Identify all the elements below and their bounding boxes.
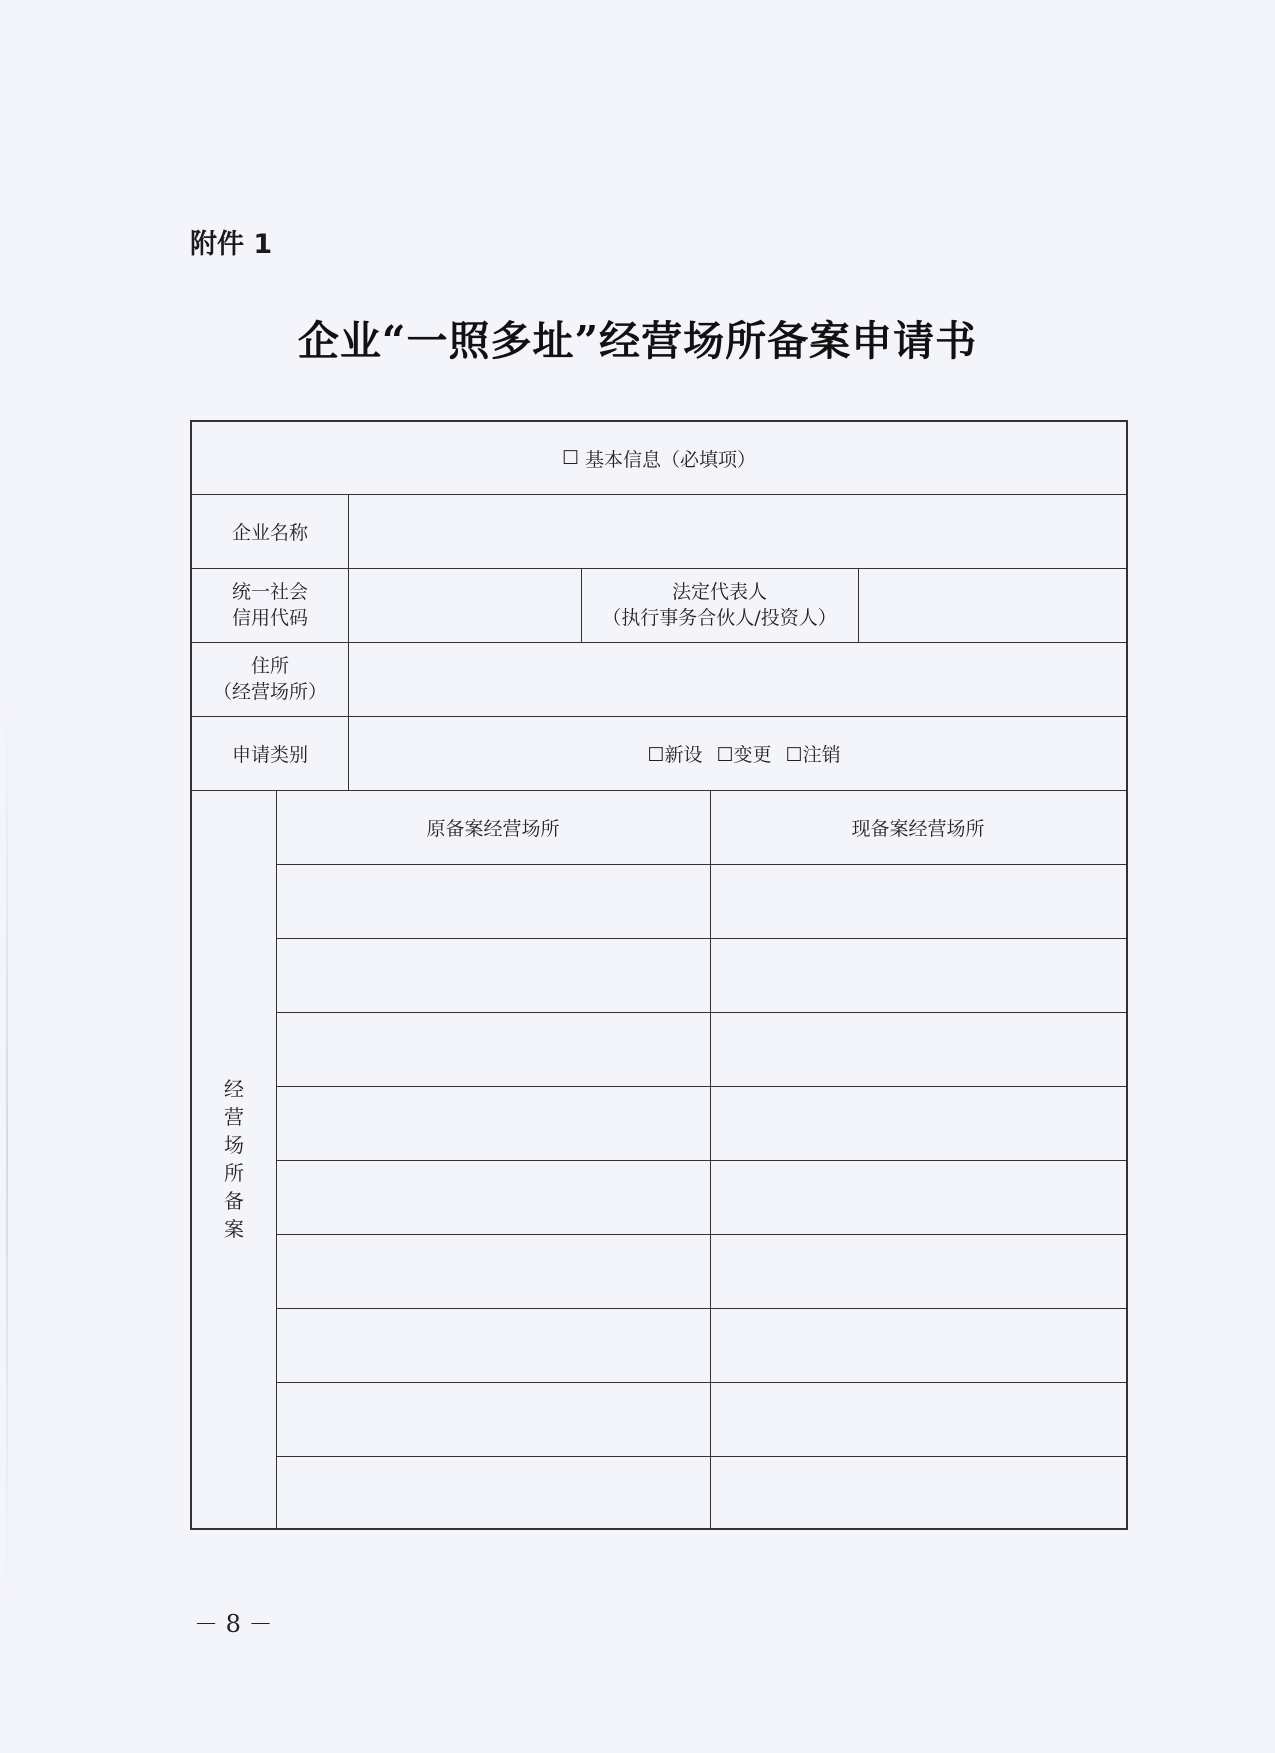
original-site-cell[interactable] <box>276 864 710 938</box>
company-name-label: 企业名称 <box>231 521 308 544</box>
original-site-cell[interactable] <box>276 1012 710 1086</box>
credit-code-label-line1: 统一社会 <box>231 581 308 603</box>
legal-rep-label-line1: 法定代表人 <box>671 581 767 603</box>
legal-rep-field[interactable] <box>858 568 1126 642</box>
checkbox-icon[interactable]: ☐ <box>716 743 734 766</box>
column-divider <box>348 494 349 790</box>
column-divider <box>858 568 859 642</box>
column-divider <box>581 568 582 642</box>
current-site-cell[interactable] <box>710 1234 1126 1308</box>
application-form-table <box>190 420 1128 1530</box>
scan-edge-shadow <box>6 700 8 1600</box>
apply-type-options <box>348 716 1126 790</box>
original-site-cell[interactable] <box>276 1160 710 1234</box>
filing-label-char: 场 <box>224 1133 244 1157</box>
address-field[interactable] <box>348 642 1126 716</box>
current-site-cell[interactable] <box>710 1086 1126 1160</box>
original-site-cell[interactable] <box>276 1234 710 1308</box>
original-site-cell[interactable] <box>276 1382 710 1456</box>
option-cancel-label: 注销 <box>802 743 841 766</box>
company-name-field[interactable] <box>348 494 1126 568</box>
filing-label-char: 营 <box>224 1105 244 1129</box>
current-site-cell[interactable] <box>710 1160 1126 1234</box>
current-site-cell[interactable] <box>710 938 1126 1012</box>
address-label <box>192 642 348 716</box>
filing-label-char: 案 <box>224 1217 244 1241</box>
basic-info-header <box>192 422 1126 494</box>
current-site-cell[interactable] <box>710 1456 1126 1528</box>
current-site-cell[interactable] <box>710 1308 1126 1382</box>
current-site-cell[interactable] <box>710 1382 1126 1456</box>
basic-info-label: 基本信息（必填项） <box>585 448 757 471</box>
option-cancel[interactable] <box>786 740 841 767</box>
address-label-line1: 住所 <box>250 655 289 677</box>
checkbox-icon[interactable]: ☐ <box>561 447 580 469</box>
option-change[interactable] <box>716 740 771 767</box>
filing-label-char: 备 <box>224 1189 244 1213</box>
page-number: － 8 － <box>194 1610 273 1638</box>
attachment-label: 附件 1 <box>190 229 273 260</box>
original-site-cell[interactable] <box>276 1456 710 1528</box>
checkbox-icon[interactable]: ☐ <box>785 743 803 766</box>
apply-type-label: 申请类别 <box>231 743 308 766</box>
legal-rep-label <box>581 568 858 642</box>
filing-section-label <box>192 790 276 1528</box>
original-site-header: 原备案经营场所 <box>426 817 560 840</box>
original-site-cell[interactable] <box>276 938 710 1012</box>
current-site-cell[interactable] <box>710 864 1126 938</box>
credit-code-label-line2: 信用代码 <box>231 607 308 629</box>
original-site-cell[interactable] <box>276 1308 710 1382</box>
original-site-cell[interactable] <box>276 1086 710 1160</box>
page-title: 企业“一照多址”经营场所备案申请书 <box>297 317 978 365</box>
current-site-header: 现备案经营场所 <box>851 817 985 840</box>
checkbox-icon[interactable]: ☐ <box>647 743 665 766</box>
filing-label-char: 经 <box>224 1077 244 1101</box>
filing-label-char: 所 <box>224 1161 244 1185</box>
credit-code-field[interactable] <box>348 568 581 642</box>
current-site-cell[interactable] <box>710 1012 1126 1086</box>
address-label-line2: （经营场所） <box>212 681 327 703</box>
credit-code-label <box>192 568 348 642</box>
option-new-label: 新设 <box>664 743 703 766</box>
option-change-label: 变更 <box>733 743 772 766</box>
legal-rep-label-line2: （执行事务合伙人/投资人） <box>602 607 837 629</box>
option-new[interactable] <box>647 740 702 767</box>
